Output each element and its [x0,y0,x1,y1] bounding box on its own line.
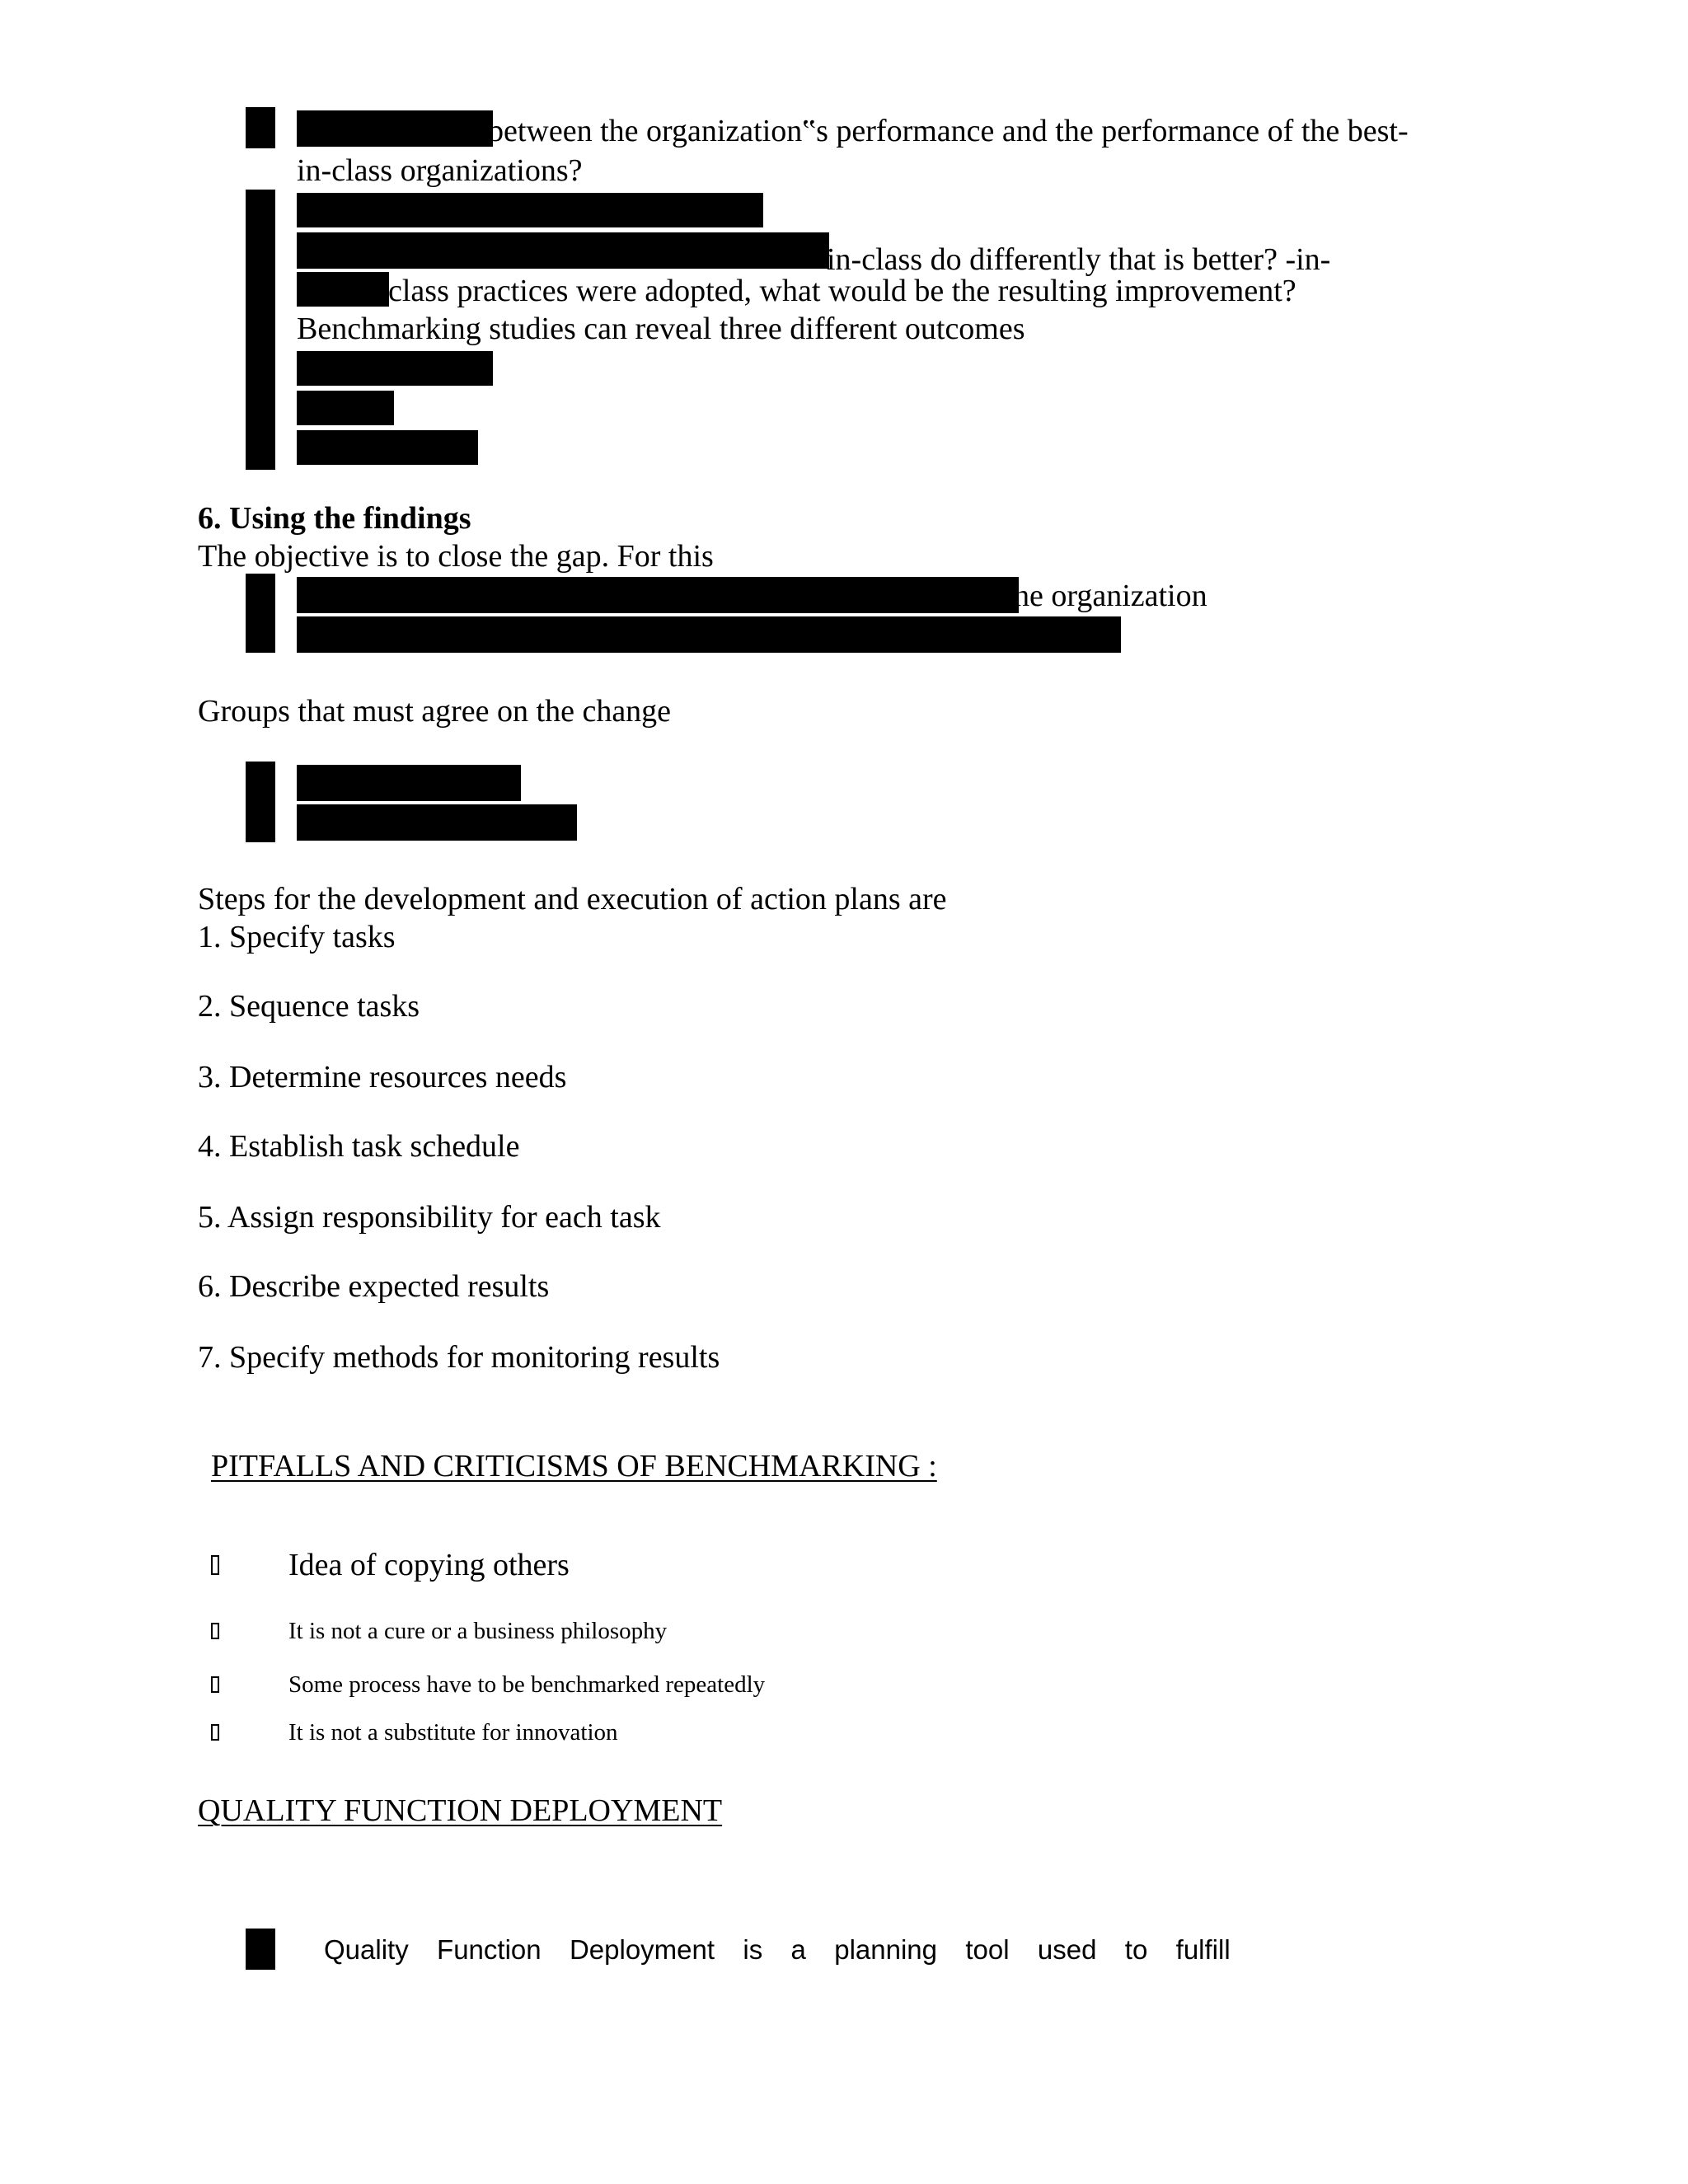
redacted-text [297,804,577,841]
redacted-text [297,272,389,307]
list-item: 5. Assign responsibility for each task [198,1200,661,1235]
list-item: 1. Specify tasks [198,920,396,954]
list-item: 7. Specify methods for monitoring results [198,1340,720,1375]
redacted-text [297,577,1019,613]
redacted-bullet [246,107,275,148]
redacted-text [297,110,493,147]
redacted-text [297,232,829,269]
redacted-text [297,765,521,801]
list-item: It is not a substitute for innovation [288,1719,618,1746]
body-line: Quality Function Deployment is a planning tool used to fulfill [324,1934,1231,1965]
body-line: Steps for the development and execution of action plans are [198,882,947,916]
list-item: Some process have to be benchmarked repeatedly [288,1671,766,1698]
body-line: he organization [1014,579,1207,613]
list-item: 6. Describe expected results [198,1269,550,1304]
section-heading: 6. Using the findings [198,501,471,536]
section-heading: PITFALLS AND CRITICISMS OF BENCHMARKING : [211,1449,937,1483]
body-line: between the organization‟s performance and the performance of the best- [488,114,1409,148]
body-line: class practices were adopted, what would be the resulting improvement? [388,274,1296,308]
redacted-text [297,391,394,425]
list-item: It is not a cure or a business philosophy [288,1618,668,1644]
redacted-text [297,616,1121,653]
redacted-text [297,193,763,227]
list-item: 3. Determine resources needs [198,1060,567,1094]
redacted-bullet-column [246,190,275,470]
redacted-bullet [246,1929,275,1970]
missing-glyph-bullet-icon [211,1623,219,1639]
section-heading: QUALITY FUNCTION DEPLOYMENT [198,1793,723,1828]
redacted-text [297,430,478,465]
redacted-bullet-column [246,762,275,842]
body-line: Groups that must agree on the change [198,694,672,729]
body-line: in-class organizations? [297,153,583,188]
missing-glyph-bullet-icon [211,1724,219,1741]
redacted-text [297,351,493,386]
redacted-bullet-column [246,574,275,653]
body-line: in-class do differently that is better? -in- [827,242,1331,277]
body-line: The objective is to close the gap. For this [198,539,714,574]
list-item: 4. Establish task schedule [198,1129,520,1164]
missing-glyph-bullet-icon [211,1676,219,1693]
body-line: Benchmarking studies can reveal three different outcomes [297,312,1025,346]
missing-glyph-bullet-icon [211,1555,219,1575]
list-item: Idea of copying others [288,1548,570,1582]
list-item: 2. Sequence tasks [198,989,420,1024]
